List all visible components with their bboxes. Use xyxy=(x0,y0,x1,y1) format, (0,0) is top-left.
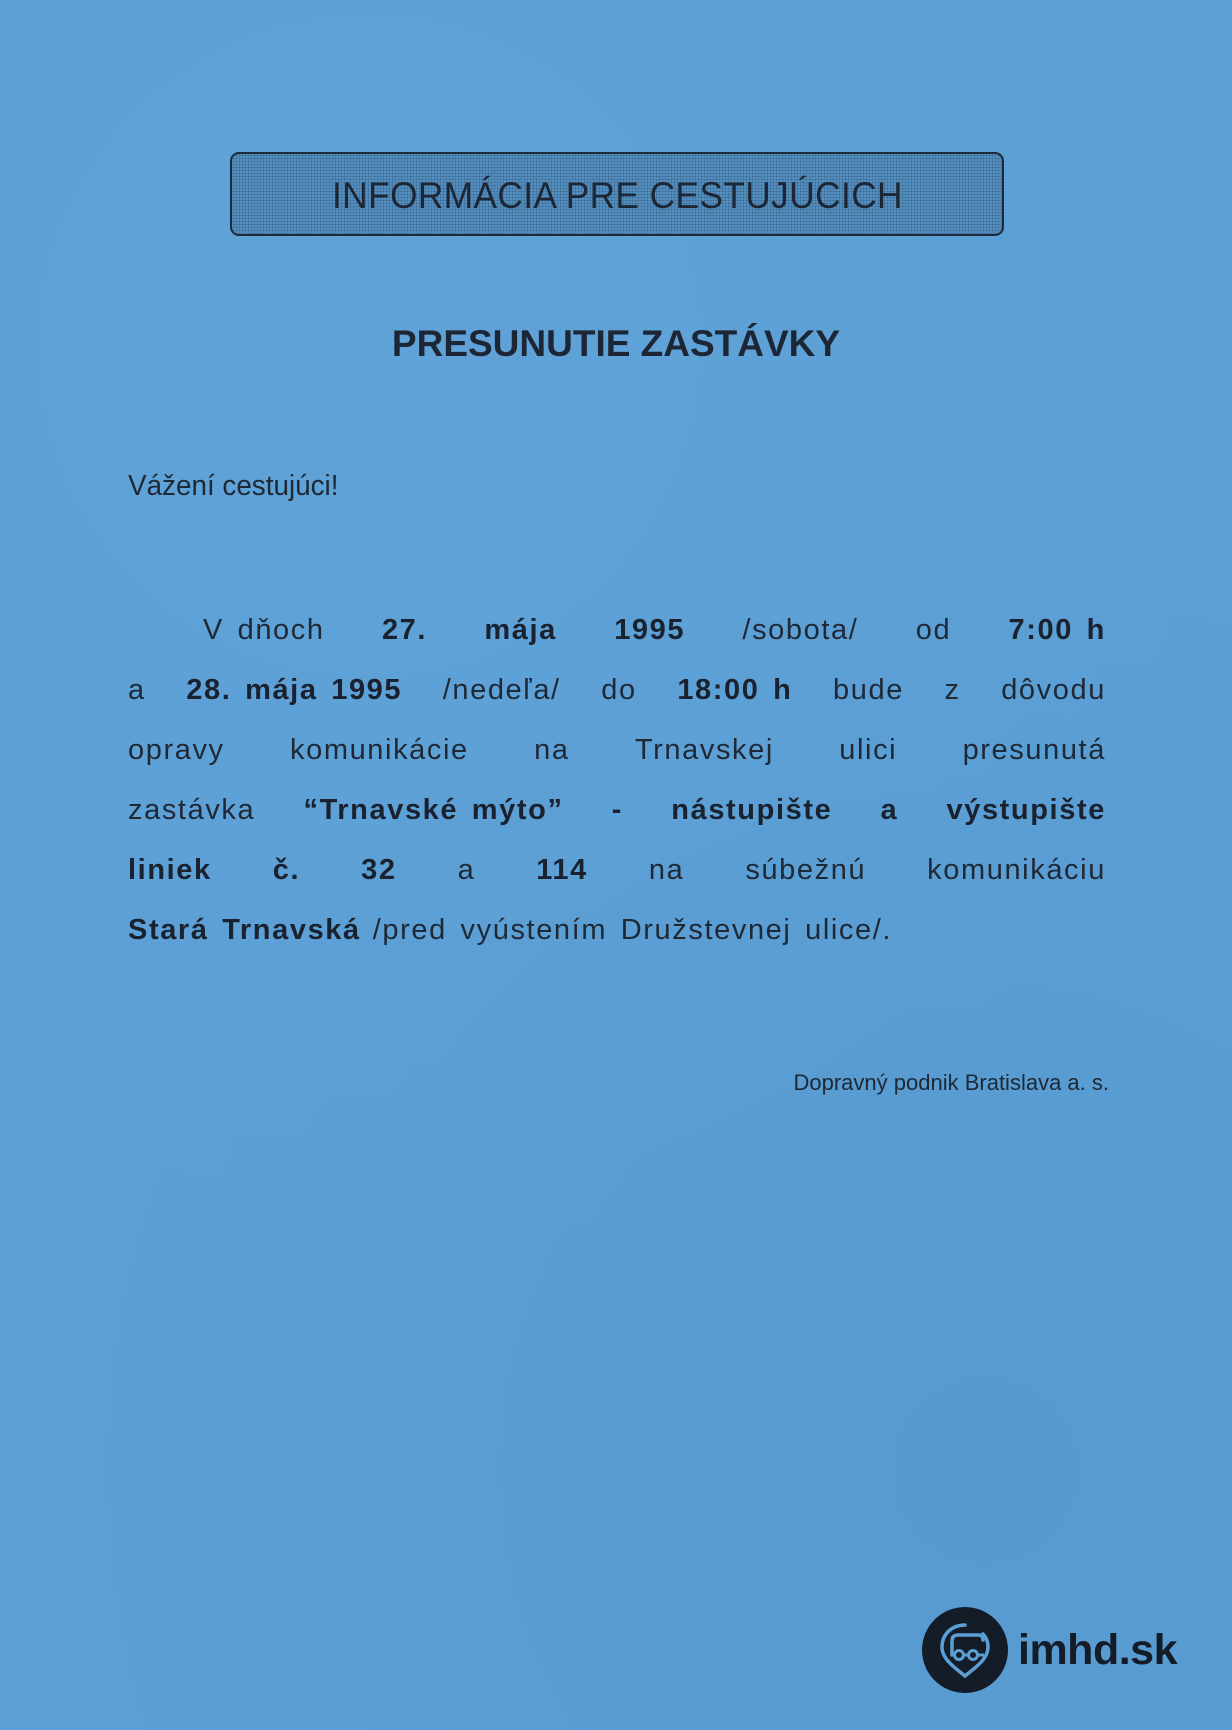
text-segment: z xyxy=(944,674,961,706)
greeting: Vážení cestujúci! xyxy=(128,470,339,502)
bold-text-segment: 1995 xyxy=(614,614,686,646)
text-segment: bude xyxy=(833,674,904,706)
body-line xyxy=(128,780,1106,840)
bold-text-segment: č. xyxy=(272,854,301,886)
text-segment: /pred vyústením Družstevnej ulice/. xyxy=(372,914,893,946)
header-banner xyxy=(230,152,1004,236)
text-segment: dôvodu xyxy=(1001,674,1106,706)
bold-text-segment: 18:00 h xyxy=(677,674,793,706)
bold-text-segment: výstupište xyxy=(946,794,1106,826)
bus-location-pin-icon xyxy=(922,1607,1008,1693)
text-segment: a xyxy=(457,854,476,886)
bold-text-segment: 32 xyxy=(361,854,397,886)
bold-text-segment: “Trnavské mýto” xyxy=(303,794,564,826)
body-line xyxy=(128,720,1106,780)
body-line xyxy=(128,840,1106,900)
bold-text-segment: 27. xyxy=(381,614,428,646)
bold-text-segment: - xyxy=(611,794,624,826)
logo-text: imhd.sk xyxy=(1018,1625,1177,1674)
text-segment: na xyxy=(648,854,685,886)
text-segment: do xyxy=(601,674,637,706)
signature: Dopravný podnik Bratislava a. s. xyxy=(793,1070,1109,1095)
text-segment: od xyxy=(915,614,952,646)
text-segment: komunikáciu xyxy=(927,854,1106,886)
bold-text-segment: 114 xyxy=(536,854,588,886)
header-title: INFORMÁCIA PRE CESTUJÚCICH xyxy=(331,175,903,216)
imhd-logo xyxy=(922,1607,1177,1693)
bold-text-segment: 28. mája 1995 xyxy=(186,674,403,706)
text-segment: presunutá xyxy=(962,734,1106,766)
text-segment: komunikácie xyxy=(289,734,469,766)
text-segment: opravy xyxy=(128,734,225,766)
notice-title: PRESUNUTIE ZASTÁVKY xyxy=(391,323,841,364)
text-segment: a xyxy=(128,674,146,706)
text-segment: ulici xyxy=(839,734,898,766)
bold-text-segment: nástupište xyxy=(671,794,833,826)
text-segment: Trnavskej xyxy=(634,734,774,766)
body-line xyxy=(128,900,1106,960)
text-segment: V dňoch xyxy=(203,614,325,646)
body-line xyxy=(128,660,1106,720)
bold-text-segment: 7:00 h xyxy=(1008,614,1106,646)
notice-body xyxy=(128,600,1106,960)
text-segment: zastávka xyxy=(128,794,256,826)
bold-text-segment: mája xyxy=(484,614,557,646)
bold-text-segment: liniek xyxy=(128,854,212,886)
text-segment: súbežnú xyxy=(745,854,867,886)
bold-text-segment: a xyxy=(880,794,899,826)
text-segment: /sobota/ xyxy=(742,614,859,646)
text-segment: /nedeľa/ xyxy=(442,674,561,706)
bold-text-segment: Stará Trnavská xyxy=(128,914,361,946)
body-line xyxy=(128,600,1106,660)
text-segment: na xyxy=(534,734,570,766)
